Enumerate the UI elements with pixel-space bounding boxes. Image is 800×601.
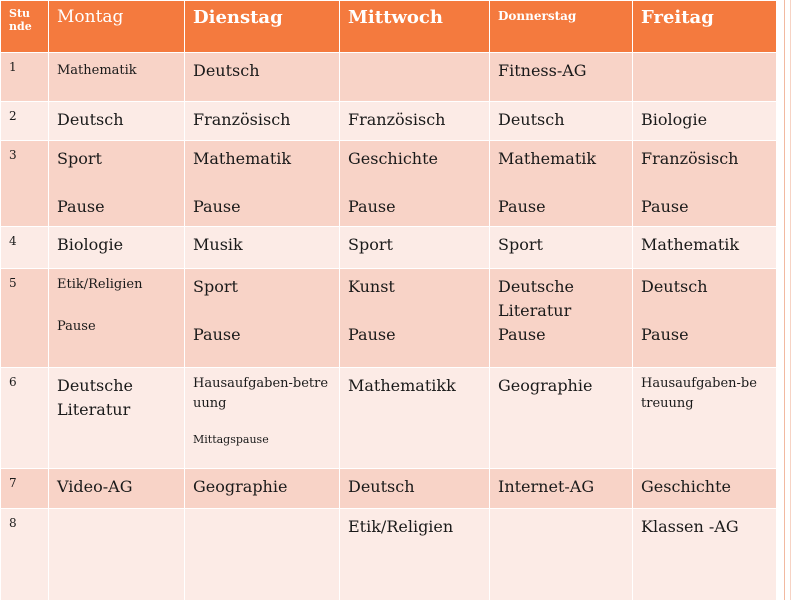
cell-montag xyxy=(49,53,185,102)
subject: Französisch xyxy=(193,110,291,129)
cell-freitag xyxy=(633,368,777,469)
subject: Deutsche Literatur xyxy=(57,376,133,419)
pause-label: Pause xyxy=(641,325,689,344)
slide-edge-line xyxy=(790,0,791,600)
cell-freitag xyxy=(633,141,777,227)
subject: Französisch xyxy=(641,149,739,168)
period-number: 8 xyxy=(1,509,49,601)
cell-mittwoch xyxy=(340,53,490,102)
pause-label: Pause xyxy=(193,197,241,216)
cell-dienstag xyxy=(185,141,340,227)
cell-dienstag xyxy=(185,227,340,269)
cell-mittwoch xyxy=(340,509,490,601)
cell-montag xyxy=(49,227,185,269)
subject: Sport xyxy=(193,277,238,296)
pause-label: Pause xyxy=(57,319,96,334)
subject: Deutsch xyxy=(348,477,415,496)
subject: Deutsch xyxy=(57,110,124,129)
subject: Mathematik xyxy=(193,149,292,168)
period-number: 1 xyxy=(1,53,49,102)
subject: Hausaufgaben-betreuung xyxy=(641,376,757,411)
subject: Etik/Religien xyxy=(348,517,454,536)
cell-dienstag xyxy=(185,102,340,141)
pause-label: Pause xyxy=(348,197,396,216)
subject: Musik xyxy=(193,235,243,254)
cell-dienstag xyxy=(185,509,340,601)
cell-mittwoch xyxy=(340,102,490,141)
cell-dienstag xyxy=(185,469,340,509)
cell-freitag xyxy=(633,53,777,102)
cell-mittwoch xyxy=(340,227,490,269)
slide-edge-line xyxy=(784,0,785,600)
subject: Hausaufgaben-betreuung xyxy=(193,376,329,411)
subject: Mathematik xyxy=(498,149,597,168)
period-number: 4 xyxy=(1,227,49,269)
cell-mittwoch xyxy=(340,269,490,368)
pause-label: Pause xyxy=(498,325,546,344)
subject: Sport xyxy=(498,235,543,254)
cell-donnerstag xyxy=(490,469,633,509)
subject: Mathematikk xyxy=(348,376,456,395)
cell-donnerstag xyxy=(490,53,633,102)
cell-montag xyxy=(49,141,185,227)
subject: Sport xyxy=(57,149,102,168)
pause-label: Pause xyxy=(348,325,396,344)
cell-montag xyxy=(49,269,185,368)
cell-mittwoch xyxy=(340,368,490,469)
cell-mittwoch xyxy=(340,141,490,227)
cell-freitag xyxy=(633,269,777,368)
pause-label: Pause xyxy=(641,197,689,216)
pause-label: Pause xyxy=(193,325,241,344)
header-freitag: Freitag xyxy=(633,1,777,53)
period-number: 7 xyxy=(1,469,49,509)
period-number: 5 xyxy=(1,269,49,368)
table-row xyxy=(1,227,777,269)
cell-donnerstag xyxy=(490,141,633,227)
header-dienstag: Dienstag xyxy=(185,1,340,53)
subject: Etik/Religien xyxy=(57,277,143,292)
cell-donnerstag xyxy=(490,102,633,141)
table-row xyxy=(1,102,777,141)
period-number: 6 xyxy=(1,368,49,469)
header-montag: Montag xyxy=(49,1,185,53)
cell-freitag xyxy=(633,102,777,141)
cell-donnerstag xyxy=(490,227,633,269)
subject: Internet-AG xyxy=(498,477,595,496)
subject: Französisch xyxy=(348,110,446,129)
cell-dienstag xyxy=(185,269,340,368)
subject: Fitness-AG xyxy=(498,61,587,80)
subject: Klassen -AG xyxy=(641,517,739,536)
subject: Sport xyxy=(348,235,393,254)
subject: Deutsch xyxy=(193,61,260,80)
period-number: 3 xyxy=(1,141,49,227)
cell-montag xyxy=(49,469,185,509)
subject: Video-AG xyxy=(57,477,133,496)
subject: Kunst xyxy=(348,277,395,296)
cell-donnerstag xyxy=(490,509,633,601)
cell-freitag xyxy=(633,509,777,601)
subject: Geographie xyxy=(498,376,593,395)
subject: Geographie xyxy=(193,477,288,496)
cell-montag xyxy=(49,102,185,141)
subject: Deutsche Literatur xyxy=(498,277,574,320)
pause-label: Mittagspause xyxy=(193,433,269,446)
table-row xyxy=(1,509,777,601)
cell-dienstag xyxy=(185,53,340,102)
pause-label: Pause xyxy=(57,197,105,216)
subject: Geschichte xyxy=(348,149,439,168)
cell-montag xyxy=(49,509,185,601)
cell-donnerstag xyxy=(490,368,633,469)
table-row xyxy=(1,368,777,469)
period-number: 2 xyxy=(1,102,49,141)
subject: Mathematik xyxy=(57,63,137,78)
cell-donnerstag xyxy=(490,269,633,368)
header-stunde: Stunde xyxy=(1,1,49,53)
header-donnerstag: Donnerstag xyxy=(490,1,633,53)
table-row xyxy=(1,469,777,509)
subject: Deutsch xyxy=(498,110,565,129)
cell-freitag xyxy=(633,469,777,509)
cell-freitag xyxy=(633,227,777,269)
subject: Biologie xyxy=(57,235,124,254)
table-row xyxy=(1,141,777,227)
pause-label: Pause xyxy=(498,197,546,216)
table-row xyxy=(1,269,777,368)
cell-dienstag xyxy=(185,368,340,469)
subject: Mathematik xyxy=(641,235,740,254)
header-mittwoch: Mittwoch xyxy=(340,1,490,53)
subject: Deutsch xyxy=(641,277,708,296)
subject: Geschichte xyxy=(641,477,732,496)
table-row xyxy=(1,53,777,102)
cell-mittwoch xyxy=(340,469,490,509)
header-row xyxy=(1,1,777,53)
subject: Biologie xyxy=(641,110,708,129)
cell-montag xyxy=(49,368,185,469)
